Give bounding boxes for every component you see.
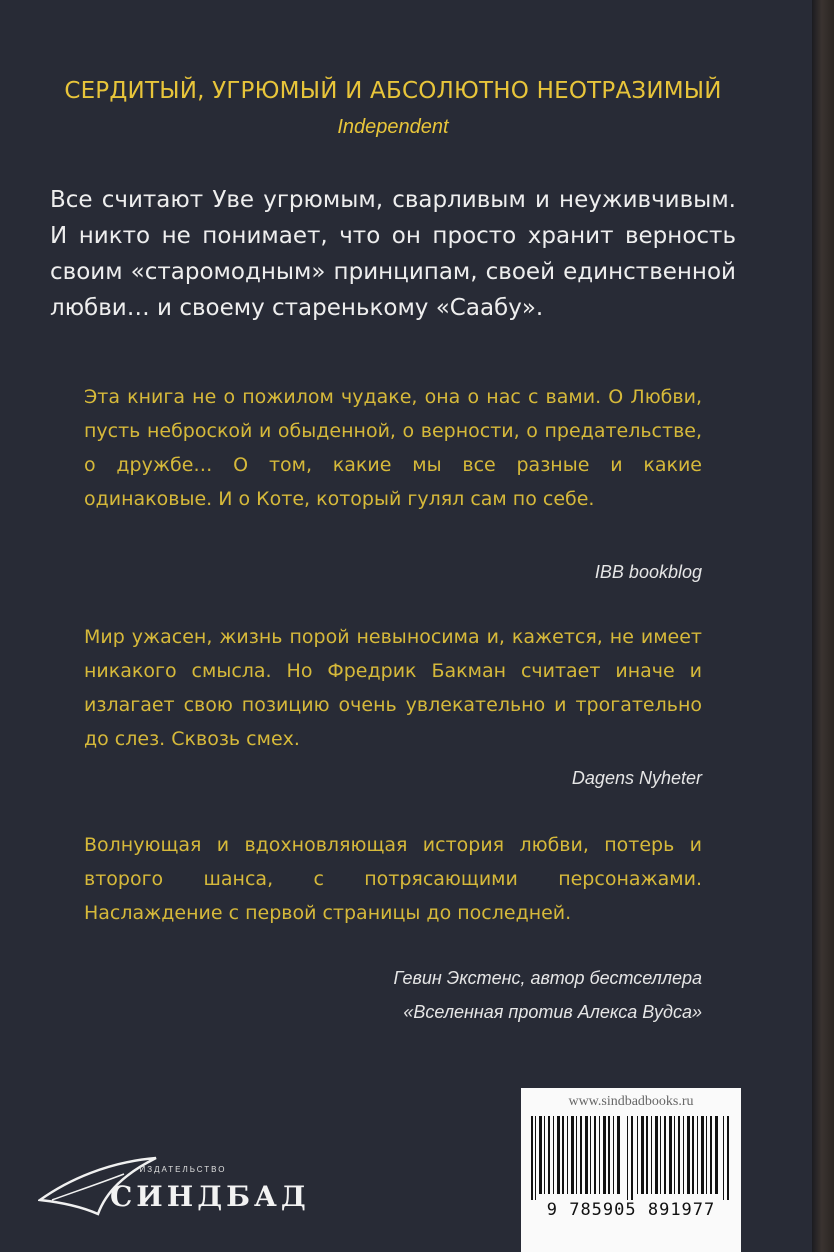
book-spine-edge [812,0,834,1252]
barcode-bars [529,1116,733,1200]
publisher-label: ИЗДАТЕЛЬСТВО [139,1165,227,1174]
headline-source: Independent [337,116,449,138]
book-description: Все считают Уве угрюмым, сварливым и неуживчивым. И никто не понимает, что он просто хранит верность своим «старомодным» принципам, своей единственной любви… и своему старенькому «Саабу». [50,187,736,321]
review-attribution-3-line1: Гевин Экстенс, автор бестселлера [393,968,702,988]
review-attribution-1: IBB bookblog [594,562,702,582]
review-attribution-2: Dagens Nyheter [571,768,702,788]
review-quote-3: Волнующая и вдохновляющая история любви, потерь и второго шанса, с потрясающими персонажами. Наслаждение с первой страницы до последней. [84,834,702,924]
barcode-panel [521,1088,741,1252]
publisher-name: СИНДБАД [110,1180,310,1213]
review-quote-1: Эта книга не о пожилом чудаке, она о нас с вами. О Любви, пусть неброской и обыденной, о верности, о предательстве, о дружбе… О том, какие мы все разные и какие одинаковые. И о Коте, который гулял сам по себе. [84,386,702,510]
isbn-number: 9 785905 891977 [546,1200,716,1220]
publisher-url: www.sindbadbooks.ru [568,1094,694,1109]
review-quote-2: Мир ужасен, жизнь порой невыносима и, кажется, не имеет никакого смысла. Но Фредрик Бакман считает иначе и излагает свою позицию очень увлекательно и трогательно до слез. Сквозь смех. [84,626,702,750]
review-attribution-3-line2: «Вселенная против Алекса Вудса» [403,1002,702,1022]
headline: СЕРДИТЫЙ, УГРЮМЫЙ И АБСОЛЮТНО НЕОТРАЗИМЫЙ [64,78,722,104]
